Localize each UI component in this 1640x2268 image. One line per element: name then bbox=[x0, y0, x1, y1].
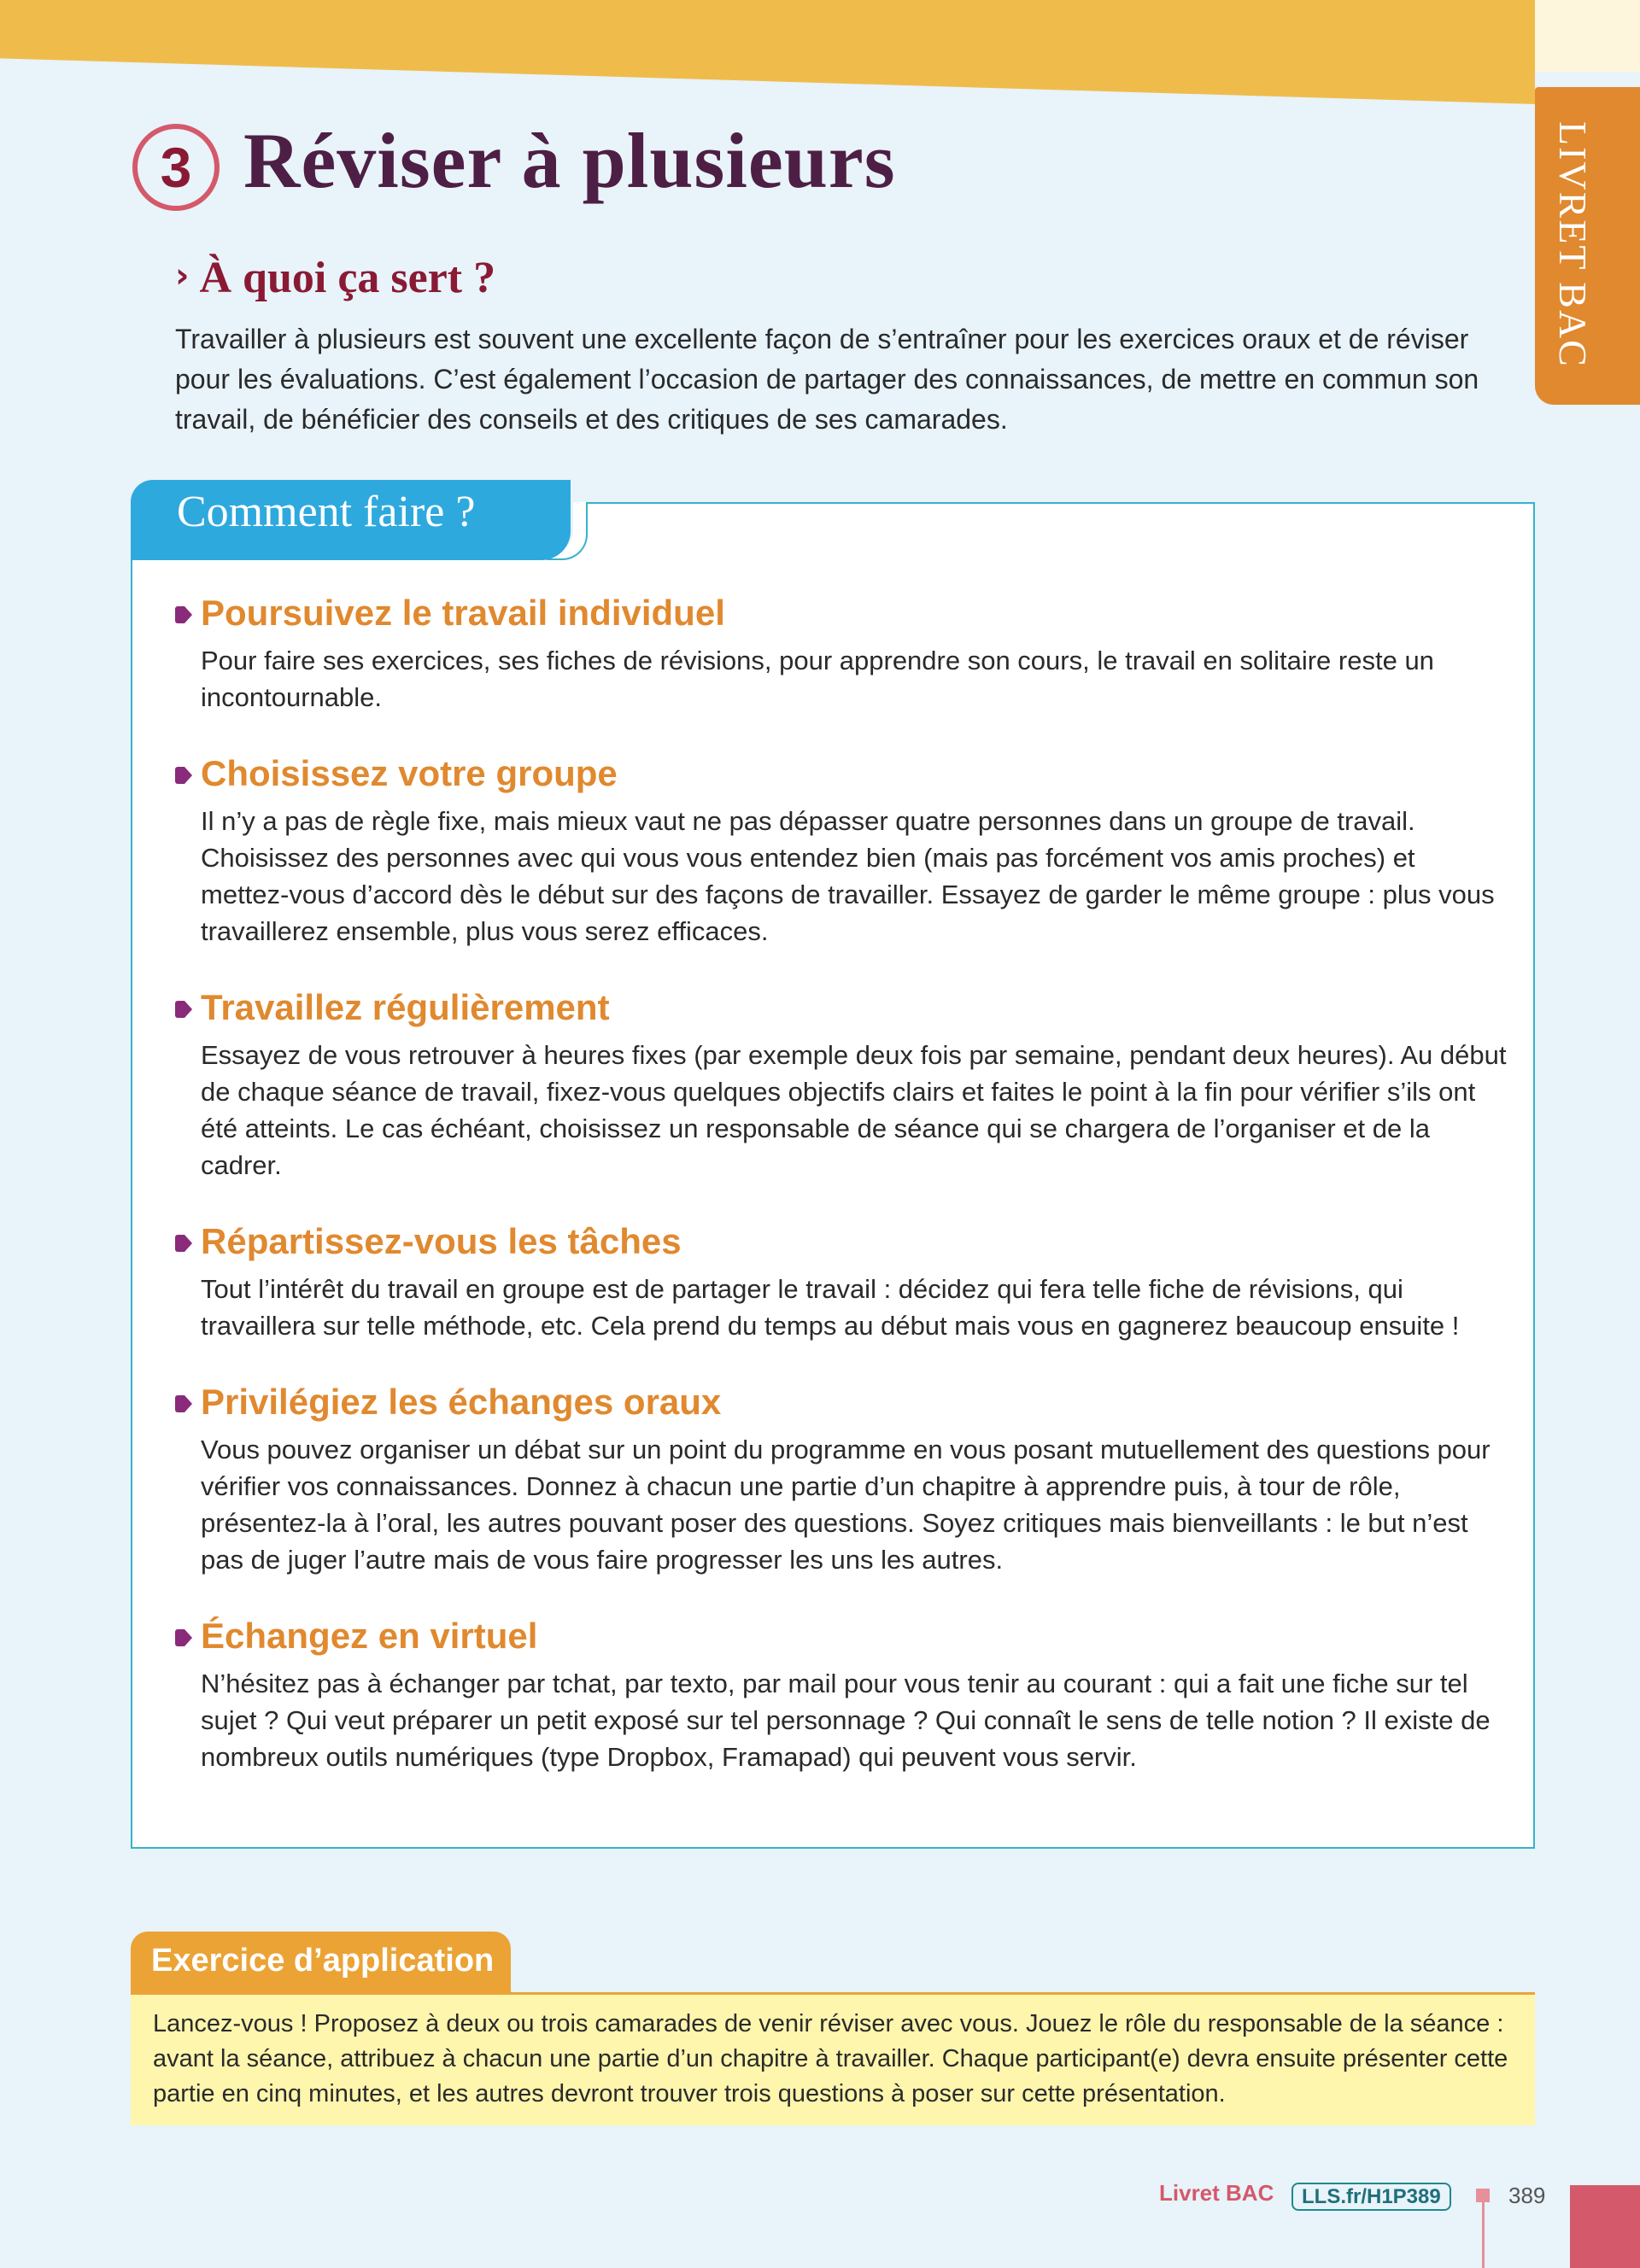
footer-corner-block bbox=[1570, 2185, 1640, 2268]
tip-body: Il n’y a pas de règle fixe, mais mieux vaut ne pas dépasser quatre personnes dans un groupe de travail. Choisissez des personnes avec qui vous vous entendez bien (mais pas forcément vos amis proches) et mettez-vous d’accord dès le début sur des façons de travailler. Essayez de garder le même groupe : plus vous travaillerez ensemble, plus vous serez efficaces. bbox=[201, 806, 1495, 946]
tip-title-text: Répartissez-vous les tâches bbox=[201, 1221, 682, 1261]
tip-title-text: Choisissez votre groupe bbox=[201, 753, 618, 793]
exercise-body: Lancez-vous ! Proposez à deux ou trois camarades de venir réviser avec vous. Jouez le rôle du responsable de la séance : avant la séance, attribuez à chacun une partie d’un chapitre à travailler. Chaque participant(e) devra ensuite présenter cette partie en cinq minutes, et les autres devront trouver trois questions à poser sur cette présentation. bbox=[131, 1992, 1535, 2125]
tip-body: N’hésitez pas à échanger par tchat, par texto, par mail pour vous tenir au courant : qui a fait une fiche sur tel sujet ? Qui veut préparer un petit exposé sur tel personnage ? Qui connaît le sens de telle notion ? Il existe de nombreux outils numériques (type Dropbox, Framapad) qui peuvent vous servir. bbox=[201, 1669, 1491, 1772]
footer-line bbox=[1482, 2201, 1485, 2268]
tip-body: Tout l’intérêt du travail en groupe est de partager le travail : décidez qui fera telle fiche de révisions, qui travaillera sur telle méthode, etc. Cela prend du temps au début mais vous en gagnerez beaucoup ensuite ! bbox=[201, 1274, 1460, 1341]
tip-title bbox=[175, 1218, 1508, 1266]
subheading-text: À quoi ça sert ? bbox=[199, 254, 496, 302]
bullet-icon bbox=[175, 1395, 192, 1412]
top-decorative-band bbox=[0, 0, 1535, 104]
side-tab-label: LIVRET BAC bbox=[1551, 121, 1595, 368]
tip-title bbox=[175, 750, 1508, 798]
footer-link[interactable]: LLS.fr/H1P389 bbox=[1292, 2183, 1451, 2211]
tip-title bbox=[175, 1378, 1508, 1426]
subheading bbox=[175, 253, 495, 303]
tip-item bbox=[175, 1218, 1508, 1344]
bullet-icon bbox=[175, 606, 192, 623]
bullet-icon bbox=[175, 1235, 192, 1252]
tip-body: Pour faire ses exercices, ses fiches de révisions, pour apprendre son cours, le travail en solitaire reste un incontournable. bbox=[201, 646, 1434, 712]
top-corner-block bbox=[1535, 0, 1640, 72]
how-to-title: Comment faire ? bbox=[177, 488, 476, 536]
bullet-icon bbox=[175, 1001, 192, 1018]
side-tab bbox=[1535, 87, 1640, 405]
how-to-tab bbox=[131, 480, 571, 560]
exercise-title: Exercice d’application bbox=[151, 1943, 495, 1979]
tip-item bbox=[175, 984, 1508, 1184]
page-title: Réviser à plusieurs bbox=[243, 117, 896, 204]
footer-label: Livret BAC bbox=[1159, 2180, 1274, 2206]
page-number: 389 bbox=[1508, 2183, 1546, 2208]
tip-item bbox=[175, 1378, 1508, 1578]
tip-item bbox=[175, 1612, 1508, 1775]
tip-title bbox=[175, 589, 1508, 637]
bullet-icon bbox=[175, 1629, 192, 1646]
tip-title-text: Échangez en virtuel bbox=[201, 1616, 538, 1656]
tip-title-text: Travaillez régulièrement bbox=[201, 987, 610, 1027]
tip-item bbox=[175, 750, 1508, 950]
tip-item bbox=[175, 589, 1508, 716]
tips-list bbox=[175, 589, 1508, 1809]
tip-body: Essayez de vous retrouver à heures fixes (par exemple deux fois par semaine, pendant deux heures). Au début de chaque séance de travail, fixez-vous quelques objectifs clairs et faites le point à la fin pour vérifier s’ils ont été atteints. Le cas échéant, choisissez un responsable de séance qui se chargera de l’organiser et de la cadrer. bbox=[201, 1040, 1507, 1180]
tip-body: Vous pouvez organiser un débat sur un point du programme en vous posant mutuellement des questions pour vérifier vos connaissances. Donnez à chacun une partie d’un chapitre à apprendre puis, à tour de rôle, présentez-la à l’oral, les autres pouvant poser des questions. Soyez critiques mais bienveillants : le but n’est pas de juger l’autre mais de vous faire progresser les uns les autres. bbox=[201, 1435, 1491, 1575]
intro-paragraph: Travailler à plusieurs est souvent une excellente façon de s’entraîner pour les exercices oraux et de réviser pour les évaluations. C’est également l’occasion de partager des connaissances, de mettre en commun son travail, de bénéficier des conseils et des critiques de ses camarades. bbox=[175, 324, 1479, 435]
bullet-icon bbox=[175, 767, 192, 784]
tip-title bbox=[175, 984, 1508, 1032]
tip-title-text: Poursuivez le travail individuel bbox=[201, 593, 725, 633]
chapter-number-badge: 3 bbox=[132, 124, 220, 211]
footer-marker bbox=[1476, 2189, 1490, 2202]
tip-title bbox=[175, 1612, 1508, 1660]
exercise-tab bbox=[131, 1932, 511, 1996]
tip-title-text: Privilégiez les échanges oraux bbox=[201, 1382, 722, 1422]
chevron-right-icon: › bbox=[175, 256, 190, 295]
